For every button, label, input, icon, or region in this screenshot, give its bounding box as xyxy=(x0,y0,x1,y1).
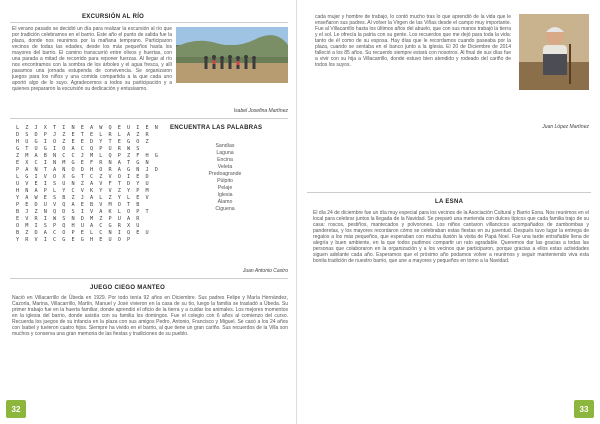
wordsearch-signature: Juan Antonio Castro xyxy=(242,268,288,274)
memoria-signature: Juan López Martínez xyxy=(542,124,589,130)
laesna-title: LA ESNA xyxy=(435,199,464,205)
word-item: Ciguena xyxy=(215,206,235,212)
wordsearch-row: H N A P L Y C V K Y V Z Y P M xyxy=(16,188,151,194)
wordsearch-row: Z M A B N C C J M L Q P Z F H G xyxy=(16,153,160,159)
excursion-title: EXCURSIÓN AL RÍO xyxy=(82,14,145,20)
right-page xyxy=(297,0,600,424)
wordsearch-row: O M I S P Q H U A C G R X U xyxy=(16,223,141,229)
page-number-right: 33 xyxy=(574,400,594,418)
wordsearch-row: D S D P J Z E T E L R L A Z R xyxy=(16,132,151,138)
word-item: Predoagrande xyxy=(208,171,242,177)
wordsearch-row: E X C I N M G E F R N A T G N xyxy=(16,160,151,166)
wordsearch-row: G T U G I O A C Q P U R W S xyxy=(16,146,141,152)
wordsearch-row: P A N T A N O D H O R A G N J D xyxy=(16,167,160,173)
word-item: Sandías xyxy=(215,143,235,149)
wordsearch-title: ENCUENTRA LAS PALABRAS xyxy=(170,125,263,131)
elderly-man-photo xyxy=(519,14,589,90)
wordsearch-row: L Z J X T I N E A W Q E U I E N xyxy=(16,125,160,131)
excursion-divider xyxy=(10,22,288,23)
memoria-body: cada mujer y hombre de trabajo, lo contó mucho tras lo que aprendió de la vida que le enseñaron sus padres. Al volver la Virgen de las Viñas desde el campo muy importante. Fue al Villacarrillo hasta los últimos años del abuelo, que con sus manos trabajó la tierra y el sol. Le ofrecía la patria con su gente. Los recuerdos que me dejó para toda la vida: tanto de él como de su esposa. Hay días que le recordamos cuando paseaba por la plaza, cuando se sentaba en el banco junto a la iglesia. El 20 de Diciembre de 2014 falleció a los 85 años. Su recuerdo siempre estará con nosotros. Al final de sus días fue a vivir con su hija a Villacarrillo, donde estuvo bien atendido y rodeado del cariño de todos los suyos. xyxy=(315,14,511,68)
wordsearch-row: P E D U V Q A E B V M O T B xyxy=(16,202,141,208)
section-divider-1 xyxy=(10,118,288,119)
juego-body: Nació en Villacarrillo de Úbeda en 1929. Por todo tenía 92 años en Diciembre. Sus padres Felipe y María Hernández, Cazorla, Marina, Villacarrillo, Martín, Manuel y José vivieron en la casa de su tío, luego la familia se trasladó a Úbeda. Su primer trabajo fue en la huerta familiar, donde aprendió el oficio de la tierra y a cuidar los animales. Los mejores momentos en la iglesia del barrio, donde asistía con su familia los domingos. Fue el colegio con 6 años al comienzo del curso. Recuerda los juegos de su infancia en la plaza con sus amigos Pedro, Antonio, Francisco y Miguel. Se casó a los 24 años con Isabel y tuvieron cuatro hijos. Siempre ha vivido en el barrio, al que tiene un gran cariño. Sus recuerdos de la Villa son muchos y conserva una gran memoria de las fiestas y tradiciones de su pueblo. xyxy=(12,295,288,337)
wordsearch-grid xyxy=(16,125,166,244)
word-item: Iglesia xyxy=(217,192,233,198)
word-list xyxy=(180,143,270,213)
wordsearch-row: H U G I O Z E E D Y T E G O Z xyxy=(16,139,151,145)
word-item: Púlpito xyxy=(217,178,233,184)
wordsearch-row: L G I V O X G T C Z V O I E D xyxy=(16,174,151,180)
wordsearch-row: Y R V I C G E G H E U O P xyxy=(16,237,132,243)
laesna-body: El día 24 de diciembre fue un día muy especial para los vecinos de la Asociación Cultural y Barrio Esna. Nos reunimos en el local para celebrar juntos la llegada de la Navidad. Se preparó una merienda con dulces típicos que cada familia trajo de su casa: roscos, pestiños, mantecados y polvorones. Los niños cantaron villancicos acompañados de zambombas y panderetas, y los mayores recordaron cómo se celebraban estas fiestas en su juventud. Después tuvo lugar la entrega de regalos a los más pequeños, que esperaban con mucha ilusión la visita de Papá Noel. Fue una tarde entrañable llena de alegría y buen ambiente, en la que todos pudimos compartir un rato agradable. Queremos dar las gracias a todas las personas que colaboraron en la organización y a los vecinos que participaron, porque gracias a ellos estas actividades siguen adelante cada año. Esperamos que el próximo año podamos volver a reunirnos y seguir manteniendo viva esta bonita tradición de nuestro barrio, que une a mayores y pequeños en torno a la Navidad. xyxy=(313,210,589,264)
word-item: Laguna xyxy=(216,150,234,156)
word-item: Veleta xyxy=(217,164,233,170)
word-item: Pelaje xyxy=(217,185,233,191)
excursion-body-top: El verano pasado se decidió un día para realizar la excursión al río que por tradición celebramos en el barrio. Este año el punto de salida fue la plaza, donde nos reunimos por la mañana temprano. Participaron vecinos de todas las edades, desde los más pequeños hasta los mayores del barrio. El camino transcurrió entre olivos y huertas, con una parada a mitad de recorrido para reponer fuerzas. Al llegar al río nos encontramos con la sombra de los árboles y el agua fresca, y allí pasamos una jornada estupenda de convivencia. Se organizaron juegos para los niños y una comida compartida a la que cada uno aportó algo de lo suyo. Agradecemos a todos su participación y a quienes prepararon la excursión su dedicación y entusiasmo. xyxy=(12,26,172,92)
section-divider-2 xyxy=(10,278,288,279)
page-number-left: 32 xyxy=(6,400,26,418)
wordsearch-row: B J Z N Q D S I V A K L O P T xyxy=(16,209,151,215)
juego-title: JUEGO CIEGO MANTEO xyxy=(90,285,166,291)
excursion-signature: Isabel Josefina Martínez xyxy=(233,108,288,114)
wordsearch-row: B Z D A C O P E L C N I Q E U xyxy=(16,230,151,236)
excursion-group-photo xyxy=(176,27,288,83)
section-divider-3 xyxy=(307,192,591,193)
wordsearch-row: E V R I W S N D M Z P U A R xyxy=(16,216,141,222)
word-item: Álamo xyxy=(217,199,233,205)
word-item: Encina xyxy=(217,157,233,163)
wordsearch-row: Y A W E S B Z J A L Z Y L E V xyxy=(16,195,151,201)
left-page xyxy=(0,0,297,424)
wordsearch-row: U V E I S U N Z A V F T D Y U xyxy=(16,181,151,187)
